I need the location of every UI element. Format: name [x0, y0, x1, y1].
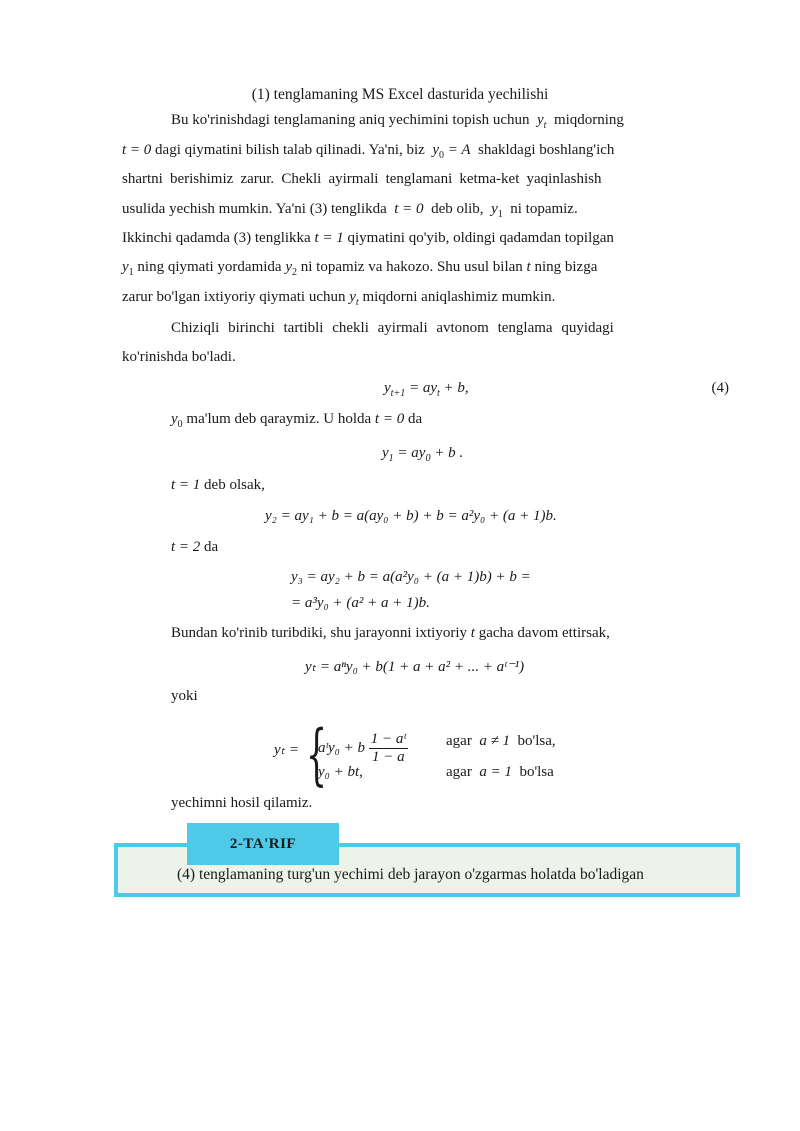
equation-y2: y₂ = ay₁ + b = a(ay₀ + b) + b = a²y₀ + (a + 1)b. — [265, 508, 557, 524]
t2-line: t = 2 da — [171, 539, 219, 555]
para1-line4: usulida yechish mumkin. Ya'ni (3) tenglikda t = 0 deb olib, $y_1$ ni topamiz. — [122, 201, 578, 220]
definition-label: 2-TA'RIF — [187, 823, 339, 865]
brace-symbol: { — [306, 716, 327, 793]
definition-text: (4) tenglamaning turg'un yechimi deb jarayon o'zgarmas holatda bo'ladigan — [177, 866, 644, 883]
equation-y3-line1: y₃ = ay₂ + b = a(a²y₀ + (a + 1)b) + b = — [291, 569, 531, 585]
para1-line3: shartni berishimiz zarur. Chekli ayirmali tenglamani ketma-ket yaqinlashish — [122, 171, 602, 187]
y0-known-line: $y_0$ ma'lum deb qaraymiz. U holda t = 0 da — [171, 411, 423, 430]
piecewise-case1-cond: agar a ≠ 1 bo'lsa, — [446, 733, 556, 749]
t1-line: t = 1 deb olsak, — [171, 477, 265, 493]
section-title: (1) tenglamaning MS Excel dasturida yechilishi — [251, 86, 549, 103]
bundan-line: Bundan ko'rinib turibdiki, shu jarayonni ixtiyoriy t gacha davom ettirsak, — [171, 625, 610, 641]
para1-line2: t = 0 dagi qiymatini bilish talab qilinadi. Ya'ni, biz $y_0 = A$ shakldagi boshlang'ich — [122, 142, 615, 161]
equation-number: (4) — [711, 380, 729, 396]
yoki-word: yoki — [171, 688, 198, 704]
equation-y3-line2: = a³y₀ + (a² + a + 1)b. — [291, 595, 430, 611]
equation-4: $y_{t+1} = ay_t + b$, — [384, 380, 469, 399]
piecewise-case1-expr: aᵗy₀ + b $\frac{\text{1 − aᵗ}}{1 - a}$ — [318, 731, 406, 765]
piecewise-case2-cond: agar a = 1 bo'lsa — [446, 764, 554, 780]
piecewise-case2-expr: y₀ + bt, — [318, 764, 363, 780]
para1-line6: $y_1$ ning qiymati yordamida $y_2$ ni topamiz va hakozo. Shu usul bilan t ning bizga — [122, 259, 598, 278]
closing-line: yechimni hosil qilamiz. — [171, 795, 313, 811]
equation-y1: $y_1 = ay_0 + b$ . — [382, 445, 464, 464]
para2-line1: Chiziqli birinchi tartibli chekli ayirmali avtonom tenglama quyidagi — [171, 320, 614, 336]
piecewise-lhs: yₜ = — [274, 742, 299, 758]
para2-line2: ko'rinishda bo'ladi. — [122, 349, 236, 365]
para1-line7: zarur bo'lgan ixtiyoriy qiymati uchun $y_t$ miqdorni aniqlashimiz mumkin. — [122, 289, 556, 308]
equation-yt: yₜ = aⁿy₀ + b(1 + a + a² + ... + aᵗ⁻¹) — [305, 659, 525, 675]
para1-line1: Bu ko'rinishdagi tenglamaning aniq yechimini topish uchun $y_t$ miqdorning — [171, 112, 624, 131]
fraction: $\frac{\text{1 − aᵗ}}{1 - a}$ — [370, 731, 406, 765]
para1-line5: Ikkinchi qadamda (3) tenglikka t = 1 qiymatini qo'yib, oldingi qadamdan topilgan — [122, 230, 614, 246]
